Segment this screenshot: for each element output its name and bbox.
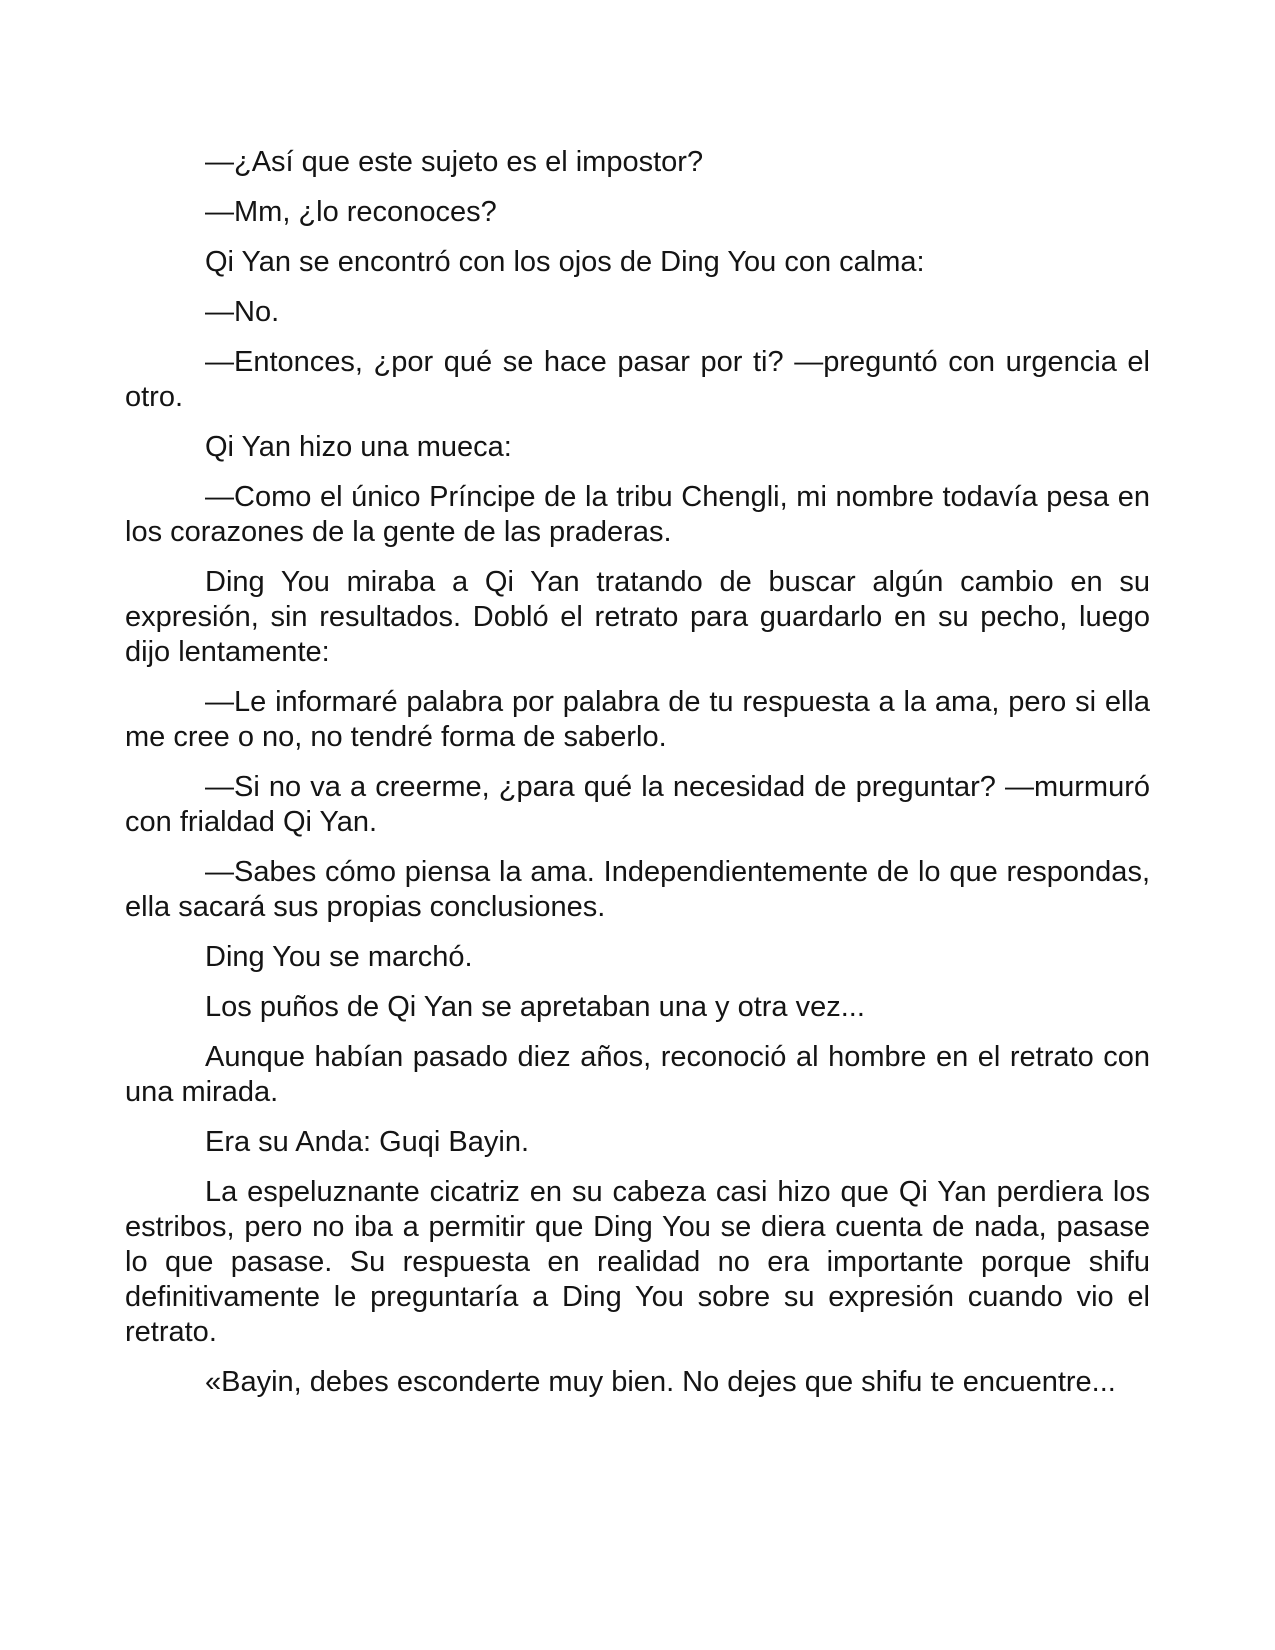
paragraph: —Sabes cómo piensa la ama. Independientemente de lo que respondas, ella sacará sus propias conclusiones. [125, 856, 1150, 923]
paragraph: Aunque habían pasado diez años, reconoció al hombre en el retrato con una mirada. [125, 1041, 1150, 1108]
paragraph: Ding You se marchó. [205, 941, 473, 973]
paragraph: La espeluznante cicatriz en su cabeza casi hizo que Qi Yan perdiera los estribos, pero no iba a permitir que Ding You se diera cuenta de nada, pasase lo que pasase. Su respuesta en realidad no era importante porque shifu definitivamente le preguntaría a Ding You sobre su expresión cuando vio el retrato. [125, 1176, 1150, 1348]
paragraph: —Le informaré palabra por palabra de tu respuesta a la ama, pero si ella me cree o no, no tendré forma de saberlo. [125, 686, 1150, 753]
paragraph: «Bayin, debes esconderte muy bien. No dejes que shifu te encuentre... [205, 1366, 1116, 1398]
paragraph: Ding You miraba a Qi Yan tratando de buscar algún cambio en su expresión, sin resultados. Dobló el retrato para guardarlo en su pecho, luego dijo lentamente: [125, 566, 1150, 668]
document-page [125, 145, 1150, 1415]
paragraph: —¿Así que este sujeto es el impostor? [205, 146, 704, 178]
paragraph: —Entonces, ¿por qué se hace pasar por ti? —preguntó con urgencia el otro. [125, 346, 1150, 413]
paragraph: —Si no va a creerme, ¿para qué la necesidad de preguntar? —murmuró con frialdad Qi Yan. [125, 771, 1150, 838]
paragraph: —Como el único Príncipe de la tribu Chengli, mi nombre todavía pesa en los corazones de la gente de las praderas. [125, 481, 1150, 548]
paragraph: —Mm, ¿lo reconoces? [205, 196, 497, 228]
paragraph: Los puños de Qi Yan se apretaban una y otra vez... [205, 991, 865, 1023]
paragraph: Era su Anda: Guqi Bayin. [205, 1126, 530, 1158]
paragraph: Qi Yan hizo una mueca: [205, 431, 512, 463]
paragraph: —No. [205, 296, 280, 328]
paragraph: Qi Yan se encontró con los ojos de Ding You con calma: [205, 246, 925, 278]
